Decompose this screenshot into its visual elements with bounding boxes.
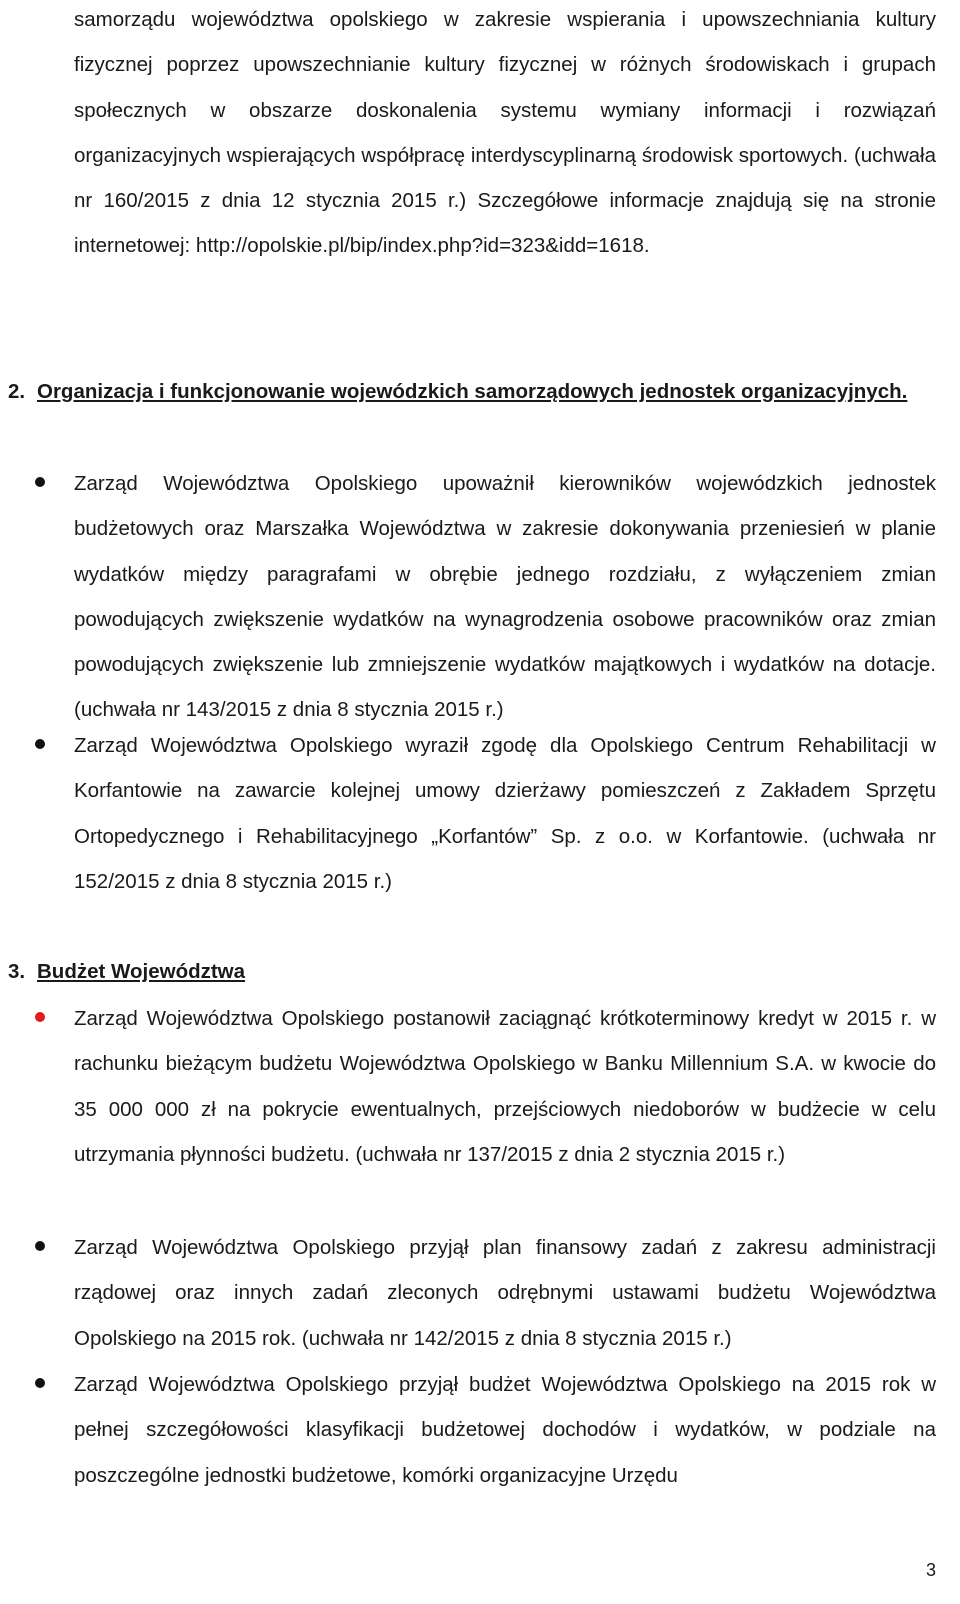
list-item-text: Zarząd Województwa Opolskiego przyjął plan finansowy zadań z zakresu administracji rządowej oraz innych zadań zleconych odrębnymi ustawami budżetu Województwa Opolskiego na 2015 rok. (uchwała nr 142/2015 z dnia 8 stycznia 2015 r.) <box>74 1236 936 1350</box>
section-3-heading <box>8 955 936 989</box>
bullet-icon <box>35 1378 45 1388</box>
bullet-icon <box>35 1241 45 1251</box>
list-item-text: Zarząd Województwa Opolskiego wyraził zgodę dla Opolskiego Centrum Rehabilitacji w Korfantowie na zawarcie kolejnej umowy dzierżawy pomieszczeń z Zakładem Sprzętu Ortopedycznego i Rehabilitacyjnego „Korfantów” Sp. z o.o. w Korfantowie. (uchwała nr 152/2015 z dnia 8 stycznia 2015 r.) <box>74 734 936 893</box>
bullet-icon <box>35 1012 45 1022</box>
section-3-number: 3. <box>8 960 26 983</box>
section-3-title: Budżet Województwa <box>37 960 246 983</box>
section-2-heading <box>8 375 936 409</box>
page-number: 3 <box>925 1560 936 1580</box>
list-item-text: Zarząd Województwa Opolskiego postanowił zaciągnąć krótkoterminowy kredyt w 2015 r. w rachunku bieżącym budżetu Województwa Opolskiego w Banku Millennium S.A. w kwocie do 35 000 000 zł na pokrycie ewentualnych, przejściowych niedoborów w budżecie w celu utrzymania płynności budżetu. (uchwała nr 137/2015 z dnia 2 stycznia 2015 r.) <box>74 1007 936 1166</box>
bullet-icon <box>35 739 45 749</box>
list-item-text: Zarząd Województwa Opolskiego przyjął budżet Województwa Opolskiego na 2015 rok w pełnej szczegółowości klasyfikacji budżetowej dochodów i wydatków, w podziale na poszczególne jednostki budżetowe, komórki organizacyjne Urzędu <box>74 1373 936 1487</box>
section-2-title: Organizacja i funkcjonowanie wojewódzkich samorządowych jednostek organizacyjnych. <box>37 380 908 403</box>
section-2-number: 2. <box>8 380 26 403</box>
bullet-icon <box>35 477 45 487</box>
intro-paragraph: samorządu województwa opolskiego w zakresie wspierania i upowszechniania kultury fizycznej poprzez upowszechnianie kultury fizycznej w różnych środowiskach i grupach społecznych w obszarze doskonalenia systemu wymiany informacji i rozwiązań organizacyjnych wspierających współpracę interdyscyplinarną środowisk sportowych. (uchwała nr 160/2015 z dnia 12 stycznia 2015 r.) Szczegółowe informacje znajdują się na stronie internetowej: http://opolskie.pl/bip/index.php?id=323&idd=1618. <box>74 8 936 258</box>
list-item-text: Zarząd Województwa Opolskiego upoważnił kierowników wojewódzkich jednostek budżetowych oraz Marszałka Województwa w zakresie dokonywania przeniesień w planie wydatków między paragrafami w obrębie jednego rozdziału, z wyłączeniem zmian powodujących zwiększenie wydatków na wynagrodzenia osobowe pracowników oraz zmian powodujących zwiększenie lub zmniejszenie wydatków majątkowych i wydatków na dotacje. (uchwała nr 143/2015 z dnia 8 stycznia 2015 r.) <box>74 472 936 722</box>
